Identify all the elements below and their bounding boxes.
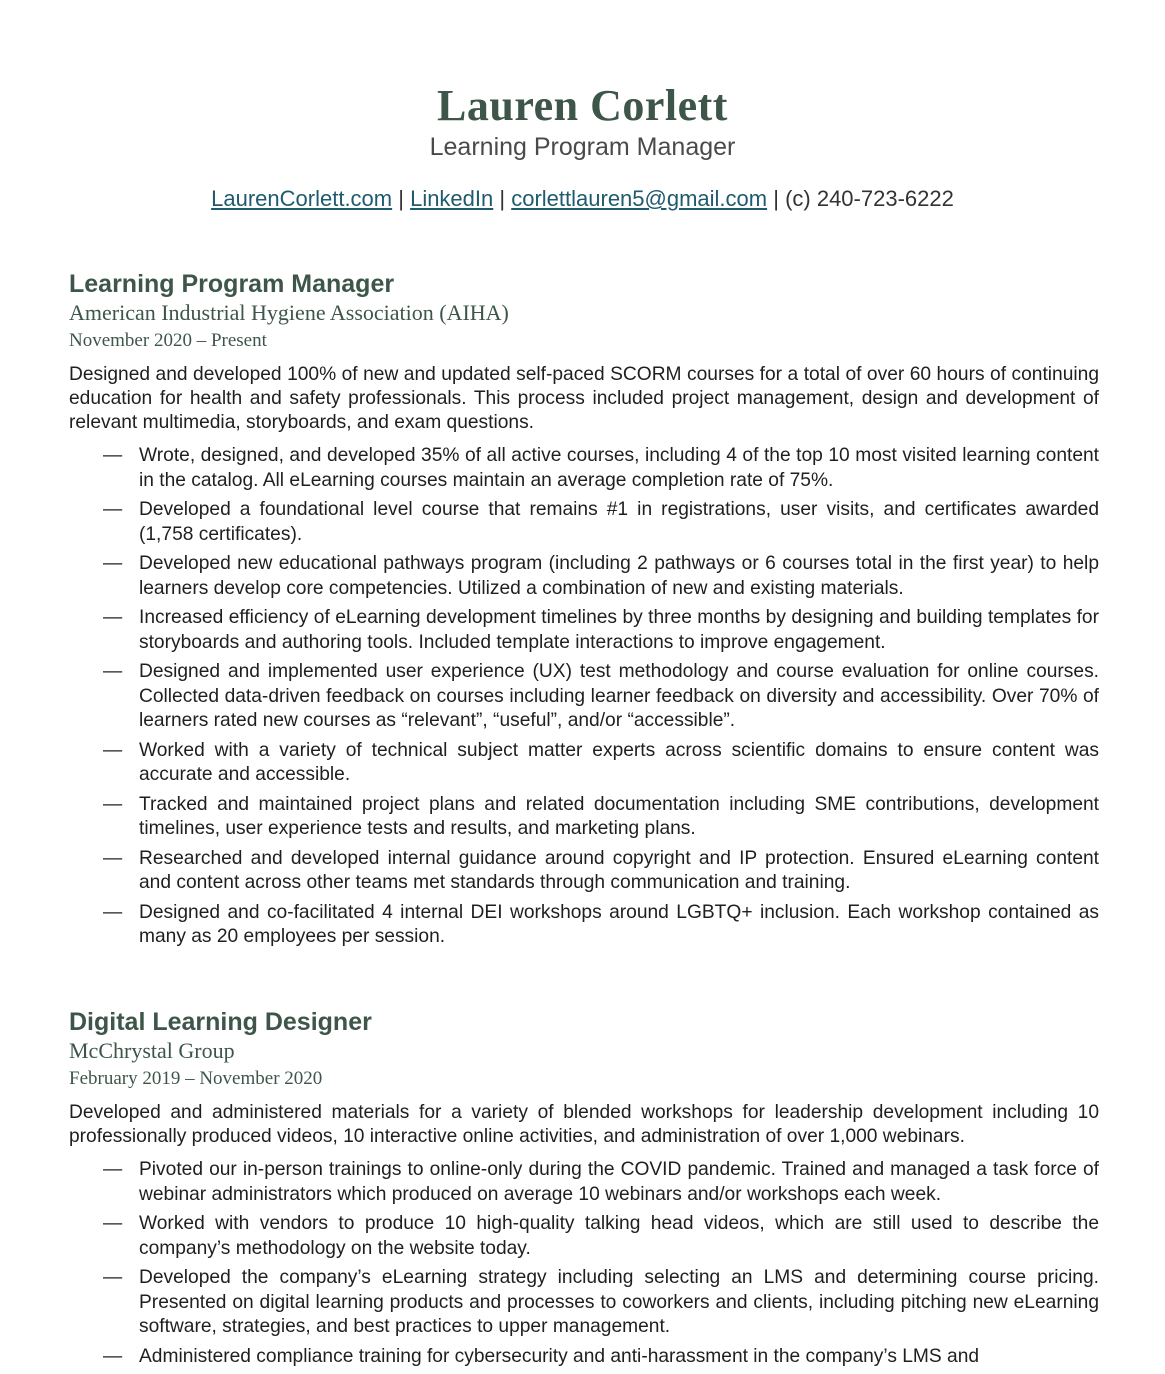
- job-entry: [69, 1007, 1099, 1374]
- list-item: [69, 847, 1099, 896]
- bullet-text: Developed the company’s eLearning strategy including selecting an LMS and determining course pricing. Presented on digital learning products and processes to coworkers and clients, including pitching new eLearning software, strategies, and best practices to upper management.: [139, 1267, 1099, 1337]
- email-link[interactable]: corlettlauren5@gmail.com: [511, 186, 768, 211]
- list-item: [69, 793, 1099, 842]
- bullet-text: Administered compliance training for cybersecurity and anti-harassment in the company’s LMS and: [139, 1345, 980, 1367]
- bullet-text: Developed a foundational level course that remains #1 in registrations, user visits, and certificates awarded (1,758 certificates).: [139, 499, 1099, 545]
- separator: |: [773, 186, 786, 211]
- bullet-text: Designed and implemented user experience (UX) test methodology and course evaluation for online courses. Collected data-driven feedback on courses including learner feedback on diversity and accessibility. Over 70% of learners rated new courses as “relevant”, “useful”, and/or “accessible”.: [139, 661, 1099, 731]
- bullet-text: Researched and developed internal guidance around copyright and IP protection. Ensured eLearning content and content across other teams met standards through communication and training.: [139, 847, 1099, 893]
- list-item: [69, 1212, 1099, 1261]
- list-item: [69, 552, 1099, 601]
- candidate-name: Lauren Corlett: [437, 81, 728, 130]
- bullet-dash: —: [103, 739, 123, 761]
- bullet-text: Wrote, designed, and developed 35% of all active courses, including 4 of the top 10 most visited learning content in the catalog. All eLearning courses maintain an average completion rate of 75%.: [139, 445, 1099, 491]
- bullet-dash: —: [103, 1159, 123, 1180]
- bullet-dash: —: [103, 901, 123, 923]
- list-item: [69, 901, 1099, 950]
- company-name: American Industrial Hygiene Association (AIHA): [69, 300, 509, 325]
- separator: |: [398, 186, 411, 211]
- bullet-dash: —: [103, 661, 123, 682]
- bullet-dash: —: [103, 1345, 123, 1367]
- job-summary: Developed and administered materials for a variety of blended workshops for leadership development including 10 professionally produced videos, 10 interactive online activities, and administration of over 1,000 webinars.: [69, 1102, 1099, 1147]
- list-item: [69, 606, 1099, 655]
- contact-line: [0, 184, 1165, 214]
- bullet-text: Worked with vendors to produce 10 high-quality talking head videos, which are still used to describe the company’s methodology on the website today.: [139, 1213, 1099, 1259]
- candidate-title: Learning Program Manager: [429, 133, 736, 161]
- bullet-text: Developed new educational pathways program (including 2 pathways or 6 courses total in the first year) to help learners develop core competencies. Utilized a combination of new and existing materials.: [139, 553, 1099, 599]
- bullet-dash: —: [103, 607, 123, 628]
- bullet-dash: —: [103, 499, 123, 520]
- bullet-text: Pivoted our in-person trainings to online-only during the COVID pandemic. Trained and managed a task force of webinar administrators which produced on average 10 webinars and/or workshops each week.: [139, 1159, 1099, 1205]
- job-summary: Designed and developed 100% of new and updated self-paced SCORM courses for a total of over 60 hours of continuing education for health and safety professionals. This process included project management, design and development of relevant multimedia, storyboards, and exam questions.: [69, 364, 1099, 433]
- bullet-dash: —: [103, 1213, 123, 1234]
- separator: |: [499, 186, 512, 211]
- list-item: [69, 660, 1099, 734]
- list-item: [69, 739, 1099, 788]
- bullet-text: Tracked and maintained project plans and related documentation including SME contributions, development timelines, user experience tests and results, and marketing plans.: [139, 793, 1099, 839]
- resume-header: [0, 80, 1165, 214]
- linkedin-link[interactable]: LinkedIn: [410, 186, 494, 211]
- bullet-dash: —: [103, 553, 123, 574]
- job-title: Learning Program Manager: [69, 270, 395, 298]
- bullet-text: Worked with a variety of technical subject matter experts across scientific domains to ensure content was accurate and accessible.: [139, 739, 1099, 785]
- bullet-dash: —: [103, 1267, 123, 1288]
- job-title: Digital Learning Designer: [69, 1008, 372, 1036]
- list-item: [69, 1345, 1099, 1370]
- list-item: [69, 498, 1099, 547]
- bullet-dash: —: [103, 793, 123, 815]
- phone-number: (c) 240-723-6222: [785, 186, 954, 211]
- bullet-dash: —: [103, 445, 123, 466]
- job-entry: [69, 269, 1099, 955]
- bullet-dash: —: [103, 847, 123, 869]
- bullet-text: Increased efficiency of eLearning development timelines by three months by designing and building templates for storyboards and authoring tools. Included template interactions to improve engagement.: [139, 607, 1099, 653]
- list-item: [69, 444, 1099, 493]
- job-bullets: [69, 444, 1099, 950]
- job-bullets: [69, 1158, 1099, 1369]
- list-item: [69, 1158, 1099, 1207]
- job-dates: February 2019 – November 2020: [69, 1068, 323, 1089]
- website-link[interactable]: LaurenCorlett.com: [211, 186, 393, 211]
- list-item: [69, 1266, 1099, 1340]
- bullet-text: Designed and co-facilitated 4 internal DEI workshops around LGBTQ+ inclusion. Each workshop contained as many as 20 employees per session.: [139, 901, 1099, 947]
- job-dates: November 2020 – Present: [69, 330, 267, 351]
- company-name: McChrystal Group: [69, 1038, 235, 1063]
